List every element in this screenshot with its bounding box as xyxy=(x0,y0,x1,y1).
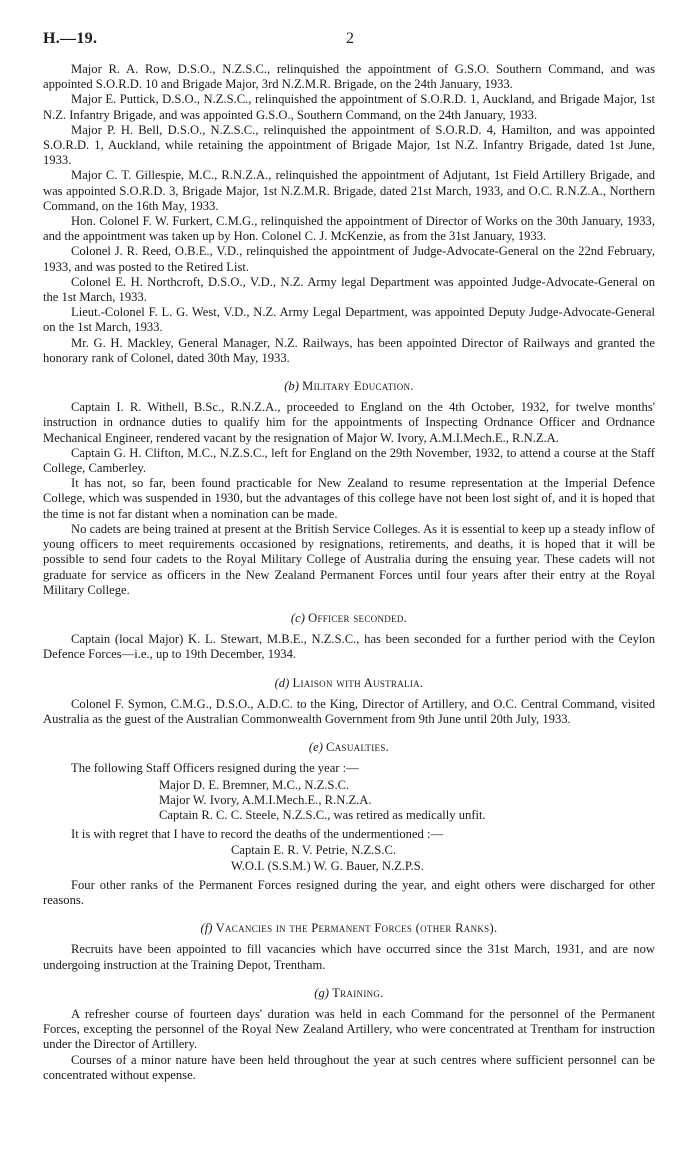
paragraph: Colonel E. H. Northcroft, D.S.O., V.D., N.Z. Army legal Department was appointed Judge-Advocate-General on the 1st March, 1933. xyxy=(43,274,655,305)
paragraph: Captain I. R. Withell, B.Sc., R.N.Z.A., proceeded to England on the 4th October, 1932, for twelve months' instruction in ordnance duties to qualify him for the appointments of Inspecting Ordnance Officer and Ordnance Mechanical Engineer, rendered vacant by the resignation of Major W. Ivory, A.M.I.Mech.E., R.N.Z.A. xyxy=(43,400,655,445)
page-header xyxy=(43,30,657,52)
section-tag: (f) xyxy=(200,921,213,936)
section-heading-military-education xyxy=(43,379,655,394)
paragraph: Major E. Puttick, D.S.O., N.Z.S.C., relinquished the appointment of S.O.R.D. 1, Auckland, and Brigade Major, 1st N.Z. Infantry Brigade, and was appointed G.S.O., Southern Command, on the 24th January, 1933. xyxy=(43,92,655,122)
section-title: Officer seconded. xyxy=(308,610,408,625)
section-title: Casualties. xyxy=(326,740,390,755)
paragraph: Major P. H. Bell, D.S.O., N.Z.S.C., relinquished the appointment of S.O.R.D. 4, Hamilton, and was appointed S.O.R.D. 1, Auckland, while retaining the appointment of Brigade Major, 1st N.Z. Infantry Brigade, dated 1st June, 1933. xyxy=(43,122,655,168)
section-title: Liaison with Australia. xyxy=(292,675,424,690)
resigned-officers-list xyxy=(159,778,655,824)
page-number: 2 xyxy=(346,30,354,47)
paragraph: No cadets are being trained at present at the British Service Colleges. As it is essential to keep up a steady inflow of young officers to meet requirements occasioned by resignations, retirements, and deaths, it is hoped that it will be possible to send four cadets to the Royal Military College of Australia during the ensuing year. These cadets will not graduate for service as officers in the New Zealand Permanent Forces until four years after their entry at the Royal Military College. xyxy=(43,521,655,597)
paragraph: A refresher course of fourteen days' duration was held in each Command for the personnel of the Permanent Forces, excepting the personnel of the Royal New Zealand Artillery, who were concentrated at Trentham for instruction under the Director of Artillery. xyxy=(43,1006,655,1052)
paragraph: Major C. T. Gillespie, M.C., R.N.Z.A., relinquished the appointment of Adjutant, 1st Field Artillery Brigade, and was appointed S.O.R.D. 3, Brigade Major, 1st N.Z.M.R. Brigade, dated 21st March, 1933, and O.C. R.N.Z.A., Northern Command, on the 16th May, 1933. xyxy=(43,168,655,213)
paragraph: Four other ranks of the Permanent Forces resigned during the year, and eight others were discharged for other reasons. xyxy=(43,877,655,907)
paragraph: Mr. G. H. Mackley, General Manager, N.Z. Railways, has been appointed Director of Railways and granted the honorary rank of Colonel, dated 30th May, 1933. xyxy=(43,335,655,365)
list-item: Captain R. C. C. Steele, N.Z.S.C., was retired as medically unfit. xyxy=(159,807,486,822)
section-heading-officer-seconded xyxy=(43,611,655,626)
section-heading-training xyxy=(43,986,655,1001)
section-title: Military Education. xyxy=(302,379,414,394)
list-item: Captain E. R. V. Petrie, N.Z.S.C. xyxy=(231,843,397,858)
section-heading-casualties xyxy=(43,740,655,755)
appointments-section xyxy=(43,62,655,366)
section-tag: (b) xyxy=(284,379,299,394)
paragraph: It is with regret that I have to record the deaths of the undermentioned :— xyxy=(71,827,444,842)
section-tag: (d) xyxy=(274,675,290,690)
paragraph: Recruits have been appointed to fill vacancies which have occurred since the 31st March, 1931, and are now undergoing instruction at the Training Depot, Trentham. xyxy=(43,942,655,972)
section-heading-liaison xyxy=(43,676,655,691)
paragraph: Captain (local Major) K. L. Stewart, M.B.E., N.Z.S.C., has been seconded for a further period with the Ceylon Defence Forces—i.e., up to 19th December, 1934. xyxy=(43,632,655,662)
paragraph: Major R. A. Row, D.S.O., N.Z.S.C., relinquished the appointment of G.S.O. Southern Command, and was appointed S.O.R.D. 10 and Brigade Major, 3rd N.Z.M.R. Brigade, on the 24th January, 1933. xyxy=(43,62,655,92)
section-tag: (e) xyxy=(308,740,323,755)
document-id: H.—19. xyxy=(43,30,98,47)
page-body xyxy=(43,62,655,1083)
deaths-list xyxy=(231,843,655,873)
paragraph: It has not, so far, been found practicable for New Zealand to resume representation at the Imperial Defence College, which was suspended in 1930, but the advantages of this college have not been lost sight of, and it is hoped that the time is not far distant when a nomination can be made. xyxy=(43,476,655,521)
paragraph: Colonel J. R. Reed, O.B.E., V.D., relinquished the appointment of Judge-Advocate-General on the 22nd February, 1933, and was posted to the Retired List. xyxy=(43,244,655,274)
paragraph: The following Staff Officers resigned during the year :— xyxy=(71,761,359,776)
section-tag: (g) xyxy=(314,985,329,1000)
section-heading-vacancies xyxy=(43,921,655,936)
paragraph: Captain G. H. Clifton, M.C., N.Z.S.C., left for England on the 29th November, 1932, to attend a course at the Staff College, Camberley. xyxy=(43,445,655,476)
paragraph: Courses of a minor nature have been held throughout the year at such centres where sufficient personnel can be concentrated without expense. xyxy=(43,1052,655,1082)
section-tag: (c) xyxy=(290,610,305,625)
section-title: Training. xyxy=(332,985,384,1000)
section-title: Vacancies in the Permanent Forces (other Ranks). xyxy=(215,921,498,936)
list-item: W.O.I. (S.S.M.) W. G. Bauer, N.Z.P.S. xyxy=(231,858,424,873)
list-item: Major W. Ivory, A.M.I.Mech.E., R.N.Z.A. xyxy=(159,792,372,807)
list-item: Major D. E. Bremner, M.C., N.Z.S.C. xyxy=(159,777,350,792)
paragraph: Colonel F. Symon, C.M.G., D.S.O., A.D.C. to the King, Director of Artillery, and O.C. Central Command, visited Australia as the guest of the Australian Commonwealth Government from 9th June until 20th July, 1933. xyxy=(43,696,655,726)
paragraph: Lieut.-Colonel F. L. G. West, V.D., N.Z. Army Legal Department, was appointed Deputy Judge-Advocate-General on the 1st March, 1933. xyxy=(43,305,655,335)
paragraph: Hon. Colonel F. W. Furkert, C.M.G., relinquished the appointment of Director of Works on the 30th January, 1933, and the appointment was taken up by Hon. Colonel C. J. McKenzie, as from the 31st January, 1933. xyxy=(43,214,655,244)
